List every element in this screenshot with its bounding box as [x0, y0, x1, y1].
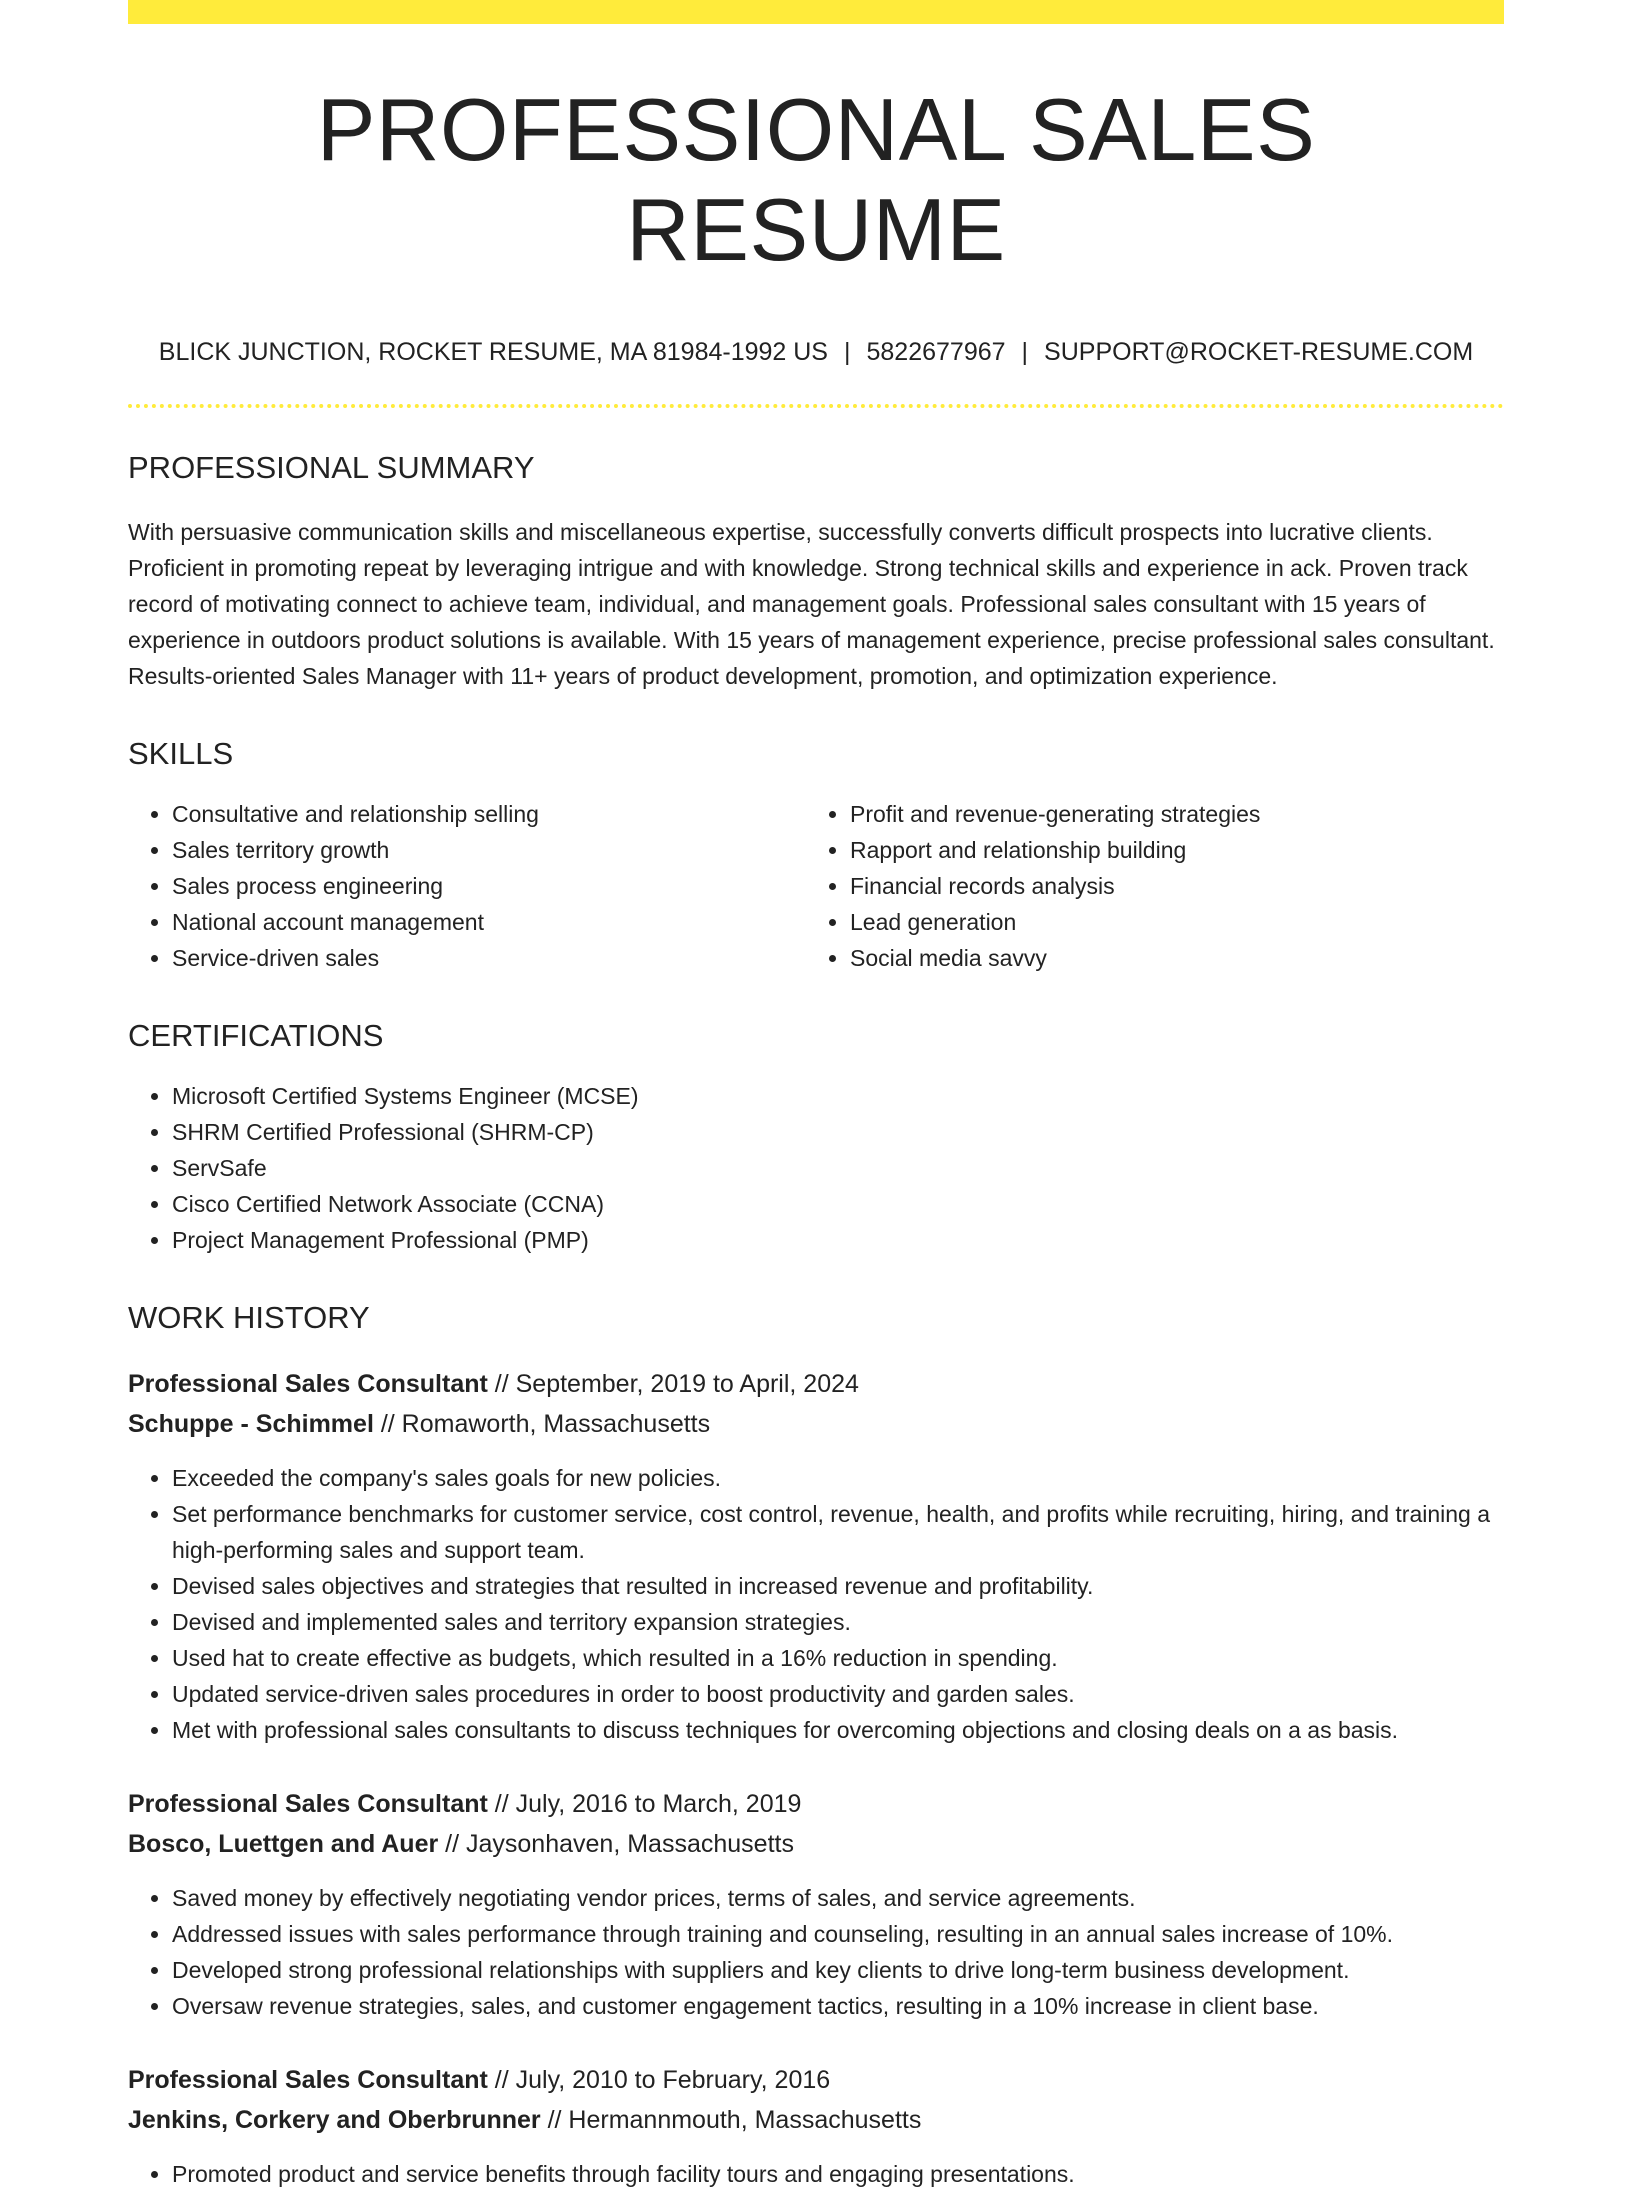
certifications-heading: CERTIFICATIONS — [128, 1018, 384, 1053]
certification-item: • Microsoft Certified Systems Engineer (MCSE) — [172, 1078, 1504, 1114]
certification-item: • SHRM Certified Professional (SHRM-CP) — [172, 1114, 1504, 1150]
skill-item: • Sales process engineering — [172, 868, 806, 904]
skill-item: • National account management — [172, 904, 806, 940]
skills-list-right — [806, 796, 1484, 976]
job-company: Jenkins, Corkery and Oberbrunner — [128, 2106, 541, 2134]
skill-item: • Consultative and relationship selling — [172, 796, 806, 832]
work-history-heading: WORK HISTORY — [128, 1300, 370, 1335]
skill-item: • Profit and revenue-generating strategies — [850, 796, 1484, 832]
job-bullet: • Addressed issues with sales performance through training and counseling, resulting in an annual sales increase of 10%. — [172, 1916, 1504, 1952]
certification-item: • ServSafe — [172, 1150, 1504, 1186]
job-role-line — [128, 1784, 1504, 1824]
top-accent-bar — [128, 0, 1504, 24]
job-role: Professional Sales Consultant — [128, 1790, 488, 1818]
resume-title: PROFESSIONAL SALES RESUME — [316, 80, 1316, 279]
certification-item: • Project Management Professional (PMP) — [172, 1222, 1504, 1258]
job-bullet: • Used hat to create effective as budgets, which resulted in a 16% reduction in spending. — [172, 1640, 1504, 1676]
job-bullet: • Set performance benchmarks for customer service, cost control, revenue, health, and profits while recruiting, hiring, and training a high-performing sales and support team. — [172, 1496, 1504, 1568]
job-role: Professional Sales Consultant — [128, 2066, 488, 2094]
skill-item: • Sales territory growth — [172, 832, 806, 868]
job-dates: // July, 2010 to February, 2016 — [487, 2066, 831, 2094]
job-bullet: • Saved money by effectively negotiating vendor prices, terms of sales, and service agreements. — [172, 1880, 1504, 1916]
job-bullet: • Exceeded the company's sales goals for new policies. — [172, 1460, 1504, 1496]
job-role-line — [128, 1364, 1504, 1404]
skill-item: • Financial records analysis — [850, 868, 1484, 904]
dotted-divider — [128, 404, 1504, 408]
job-location: // Hermannmouth, Massachusetts — [540, 2106, 922, 2134]
job-bullets — [128, 1880, 1504, 2024]
job-company: Bosco, Luettgen and Auer — [128, 1830, 439, 1858]
contact-separator: | — [844, 338, 851, 366]
job-location: // Jaysonhaven, Massachusetts — [438, 1830, 794, 1858]
job-company-line — [128, 1404, 1504, 1444]
summary-heading: PROFESSIONAL SUMMARY — [128, 450, 535, 485]
job-role: Professional Sales Consultant — [128, 1370, 488, 1398]
job-bullet: • Oversaw revenue strategies, sales, and customer engagement tactics, resulting in a 10% increase in client base. — [172, 1988, 1504, 2024]
skills-list-left — [128, 796, 806, 976]
job-bullets — [128, 2156, 1504, 2192]
skill-item: • Social media savvy — [850, 940, 1484, 976]
job-bullet: • Devised and implemented sales and territory expansion strategies. — [172, 1604, 1504, 1640]
job-dates: // July, 2016 to March, 2019 — [487, 1790, 802, 1818]
job-company: Schuppe - Schimmel — [128, 1410, 374, 1438]
job-bullets — [128, 1460, 1504, 1748]
phone: 5822677967 — [866, 338, 1006, 366]
contact-separator: | — [1021, 338, 1029, 366]
job-role-line — [128, 2060, 1504, 2100]
job-bullet: • Devised sales objectives and strategies that resulted in increased revenue and profitability. — [172, 1568, 1504, 1604]
email[interactable]: SUPPORT@ROCKET-RESUME.COM — [1044, 338, 1474, 366]
job-company-line — [128, 2100, 1504, 2140]
certification-item: • Cisco Certified Network Associate (CCNA) — [172, 1186, 1504, 1222]
skills-columns — [128, 796, 1504, 976]
job-bullet: • Developed strong professional relationships with suppliers and key clients to drive long-term business development. — [172, 1952, 1504, 1988]
job-bullet: • Met with professional sales consultants to discuss techniques for overcoming objections and closing deals on a as basis. — [172, 1712, 1504, 1748]
skill-item: • Rapport and relationship building — [850, 832, 1484, 868]
certifications-list — [128, 1078, 1504, 1258]
resume-page — [128, 0, 1504, 2192]
address: BLICK JUNCTION, ROCKET RESUME, MA 81984-1992 US — [158, 338, 828, 366]
skill-item: • Service-driven sales — [172, 940, 806, 976]
contact-line — [128, 336, 1504, 368]
job-location: // Romaworth, Massachusetts — [373, 1410, 711, 1438]
job-bullet: • Updated service-driven sales procedures in order to boost productivity and garden sales. — [172, 1676, 1504, 1712]
summary-text: With persuasive communication skills and miscellaneous expertise, successfully converts difficult prospects into lucrative clients. Proficient in promoting repeat by leveraging intrigue and with knowledge. Strong technical skills and experience in ack. Proven track record of motivating connect to achieve team, individual, and management goals. Professional sales consultant with 15 years of experience in outdoors product solutions is available. With 15 years of management experience, precise professional sales consultant. Results-oriented Sales Manager with 11+ years of product development, promotion, and optimization experience. — [128, 519, 1495, 689]
job-dates: // September, 2019 to April, 2024 — [487, 1370, 859, 1398]
job-bullet: • Promoted product and service benefits through facility tours and engaging presentations. — [172, 2156, 1504, 2192]
skills-heading: SKILLS — [128, 736, 234, 771]
job-company-line — [128, 1824, 1504, 1864]
skill-item: • Lead generation — [850, 904, 1484, 940]
